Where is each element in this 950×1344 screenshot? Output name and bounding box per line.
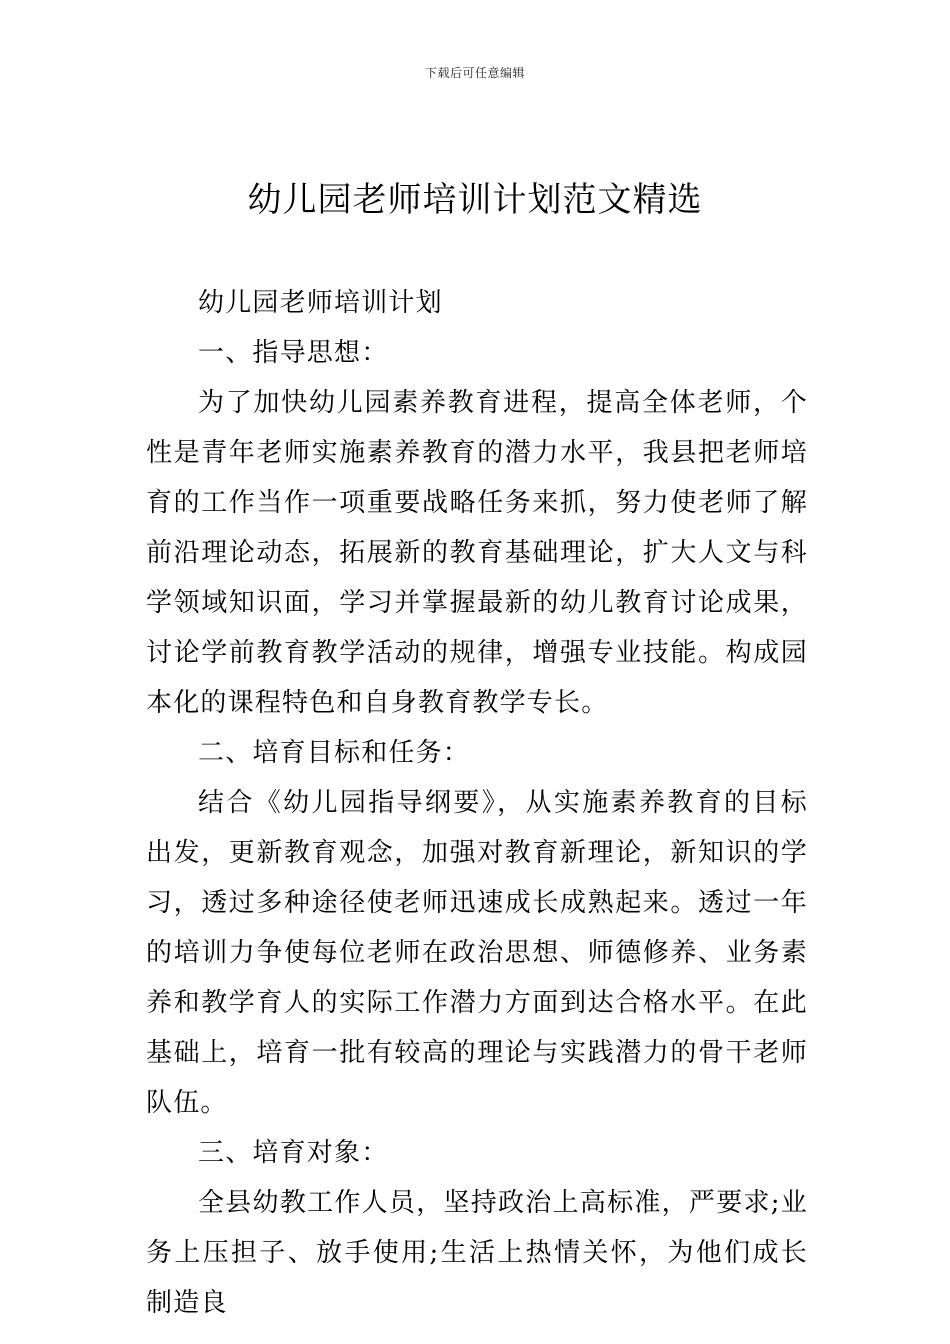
body-paragraph: 为了加快幼儿园素养教育进程，提高全体老师，个性是青年老师实施素养教育的潜力水平，我县把老师培育的工作当作一项重要战略任务来抓，努力使老师了解前沿理论动态，拓展新的教育基础理论，扩大人文与科学领域知识面，学习并掌握最新的幼儿教育讨论成果，讨论学前教育教学活动的规律，增强专业技能。构成园本化的课程特色和自身教育教学专长。 [146,388,808,718]
section-heading-goals-tasks: 二、培育目标和任务： [198,738,471,768]
section-heading-guiding-thought: 一、指导思想： [198,338,389,368]
section-heading-target-audience: 三、培育对象： [198,1138,389,1168]
body-paragraph: 结合《幼儿园指导纲要》，从实施素养教育的目标出发，更新教育观念，加强对教育新理论，新知识的学习，透过多种途径使老师迅速成长成熟起来。透过一年的培训力争使每位老师在政治思想、师德修养、业务素养和教学育人的实际工作潜力方面到达合格水平。在此基础上，培育一批有较高的理论与实践潜力的骨干老师队伍。 [146,788,808,1118]
body-paragraph: 全县幼教工作人员，坚持政治上高标准，严要求;业务上压担子、放手使用;生活上热情关怀，为他们成长制造良 [146,1188,808,1318]
page-header-note: 下载后可任意编辑 [424,66,525,80]
document-title: 幼儿园老师培训计划范文精选 [247,180,703,220]
plan-subtitle: 幼儿园老师培训计划 [198,288,443,318]
document-body [146,278,808,1328]
